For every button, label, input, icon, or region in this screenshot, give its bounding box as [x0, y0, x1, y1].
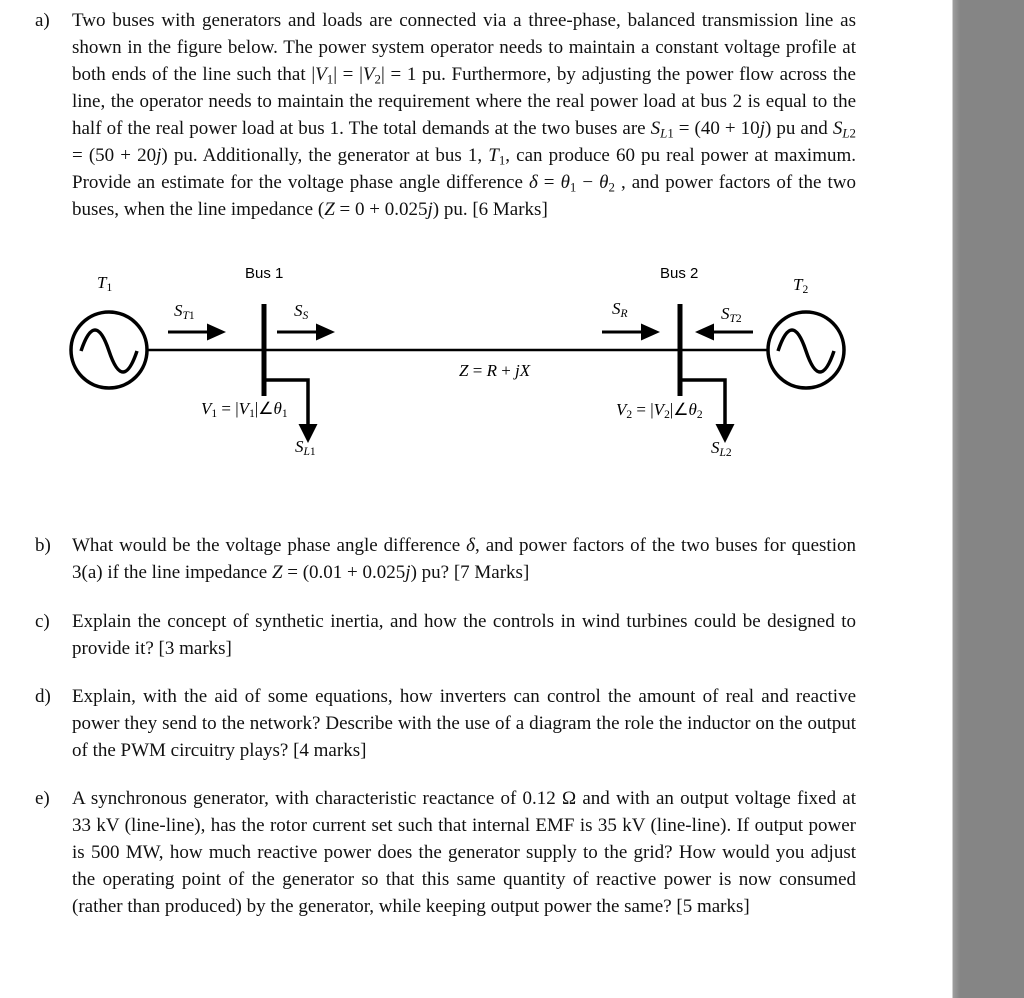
question-d-text: Explain, with the aid of some equations, how inverters can control the amount of real and reactive power they send to the network? Describe with the use of a diagram the role the inductor on the output of the PWM circuitry plays? [4 marks]: [72, 686, 856, 761]
flow-sr-label: $S_R$: [612, 299, 628, 321]
flow-st1-label: $S_{T1}$: [174, 301, 195, 323]
flow-arrow-st2: [695, 324, 753, 341]
question-e: [35, 785, 856, 920]
bus2-voltage-label: $V_2$ = $|V_2|\angle\theta_2$: [616, 400, 703, 422]
flow-ss-label: $S_S$: [294, 301, 309, 323]
flow-st2-label: $S_{T2}$: [721, 304, 742, 326]
generator1-symbol: [71, 312, 147, 388]
bus2-label: Bus 2: [660, 265, 699, 282]
question-c: [35, 608, 856, 662]
question-b-label: b): [35, 535, 51, 556]
question-c-label: c): [35, 611, 50, 632]
question-d: [35, 683, 856, 764]
generator2-label: $T_2$: [793, 275, 809, 297]
generator2-symbol: [768, 312, 844, 388]
bus1-label: Bus 1: [245, 265, 284, 282]
generator1-label: $T_1$: [97, 273, 113, 295]
question-b-text: What would be the voltage phase angle difference δ, and power factors of the two buses for question 3(a) if the line impedance Z = (0.01 + 0.025j) pu? [7 Marks]: [72, 535, 856, 583]
question-b: [35, 532, 856, 586]
load1-label: $S_{L1}$: [295, 437, 316, 459]
window-background-strip: [952, 0, 1024, 998]
question-a-text: Two buses with generators and loads are connected via a three-phase, balanced transmission line as shown in the figure below. The power system operator needs to maintain a constant voltage profile at both ends of the line such that $|V_1| = |V_2| = 1$ pu. Furthermore, by adjusting the power flow across the line, the operator needs to maintain the requirement where the real power load at bus 2 is equal to the half of the real power load at bus 1. The total demands at the two buses are $S_{L1} = (40 + 10j)$ pu and $S_{L2} = (50 + 20j)$ pu. Additionally, the generator at bus 1, $T_1$, can produce 60 pu real power at maximum. Provide an estimate for the voltage phase angle difference $\delta = \theta_1 - \theta_2$ , and power factors of the two buses, when the line impedance (Z = 0 + 0.025j) pu. [6 Marks]: [72, 10, 857, 220]
question-e-text: A synchronous generator, with characteristic reactance of 0.12 Ω and with an output voltage fixed at 33 kV (line-line), has the rotor current set such that internal EMF is 35 kV (line-line). If output power is 500 MW, how much reactive power does the generator supply to the grid? How would you adjust the operating point of the generator so that this same quantity of reactive power is now consumed (rather than produced) by the generator, while keeping output power the same? [5 marks]: [72, 788, 856, 917]
question-c-text: Explain the concept of synthetic inertia, and how the controls in wind turbines could be designed to provide it? [3 marks]: [72, 611, 856, 659]
question-d-label: d): [35, 686, 51, 707]
question-a-label: a): [35, 10, 50, 31]
question-e-label: e): [35, 788, 50, 809]
bus1-voltage-label: $V_1$ = $|V_1|\angle\theta_1$: [201, 399, 288, 421]
impedance-label: Z = R + jX: [459, 361, 531, 380]
flow-arrow-sr: [602, 324, 660, 341]
load2-label: $S_{L2}$: [711, 438, 732, 460]
flow-arrow-st1: [168, 324, 226, 341]
circuit-diagram: [35, 262, 856, 470]
circuit-figure: [35, 262, 856, 470]
question-a: [35, 7, 856, 223]
flow-arrow-ss: [277, 324, 335, 341]
